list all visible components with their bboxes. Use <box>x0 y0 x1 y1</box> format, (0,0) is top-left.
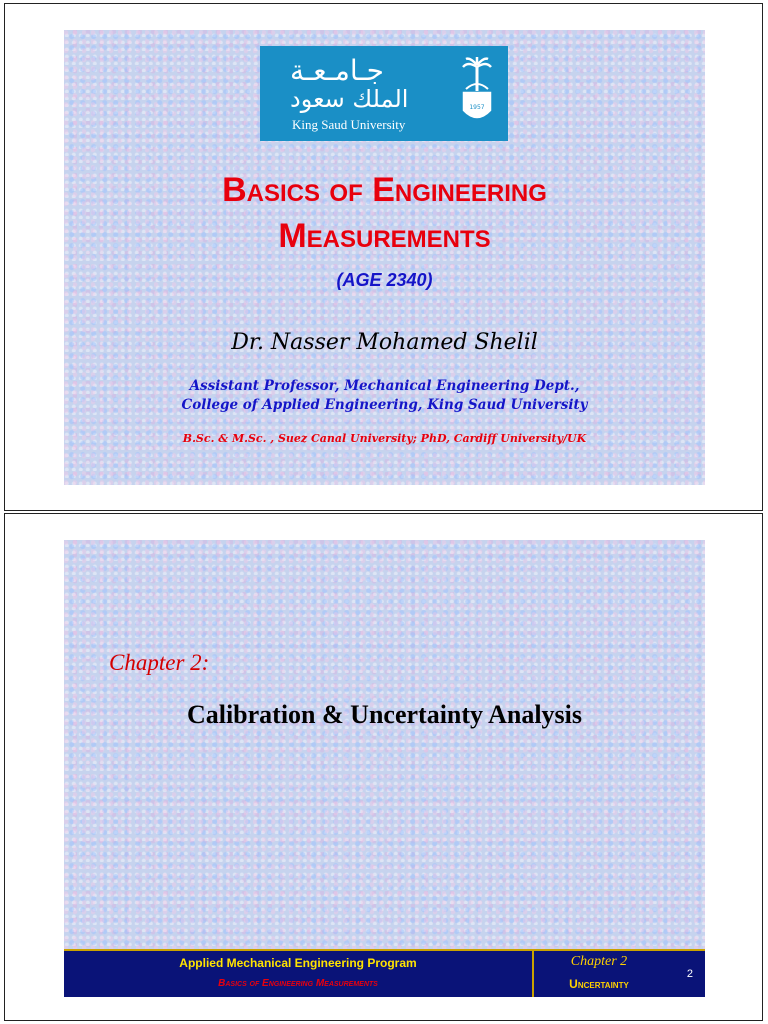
chapter-title: Calibration & Uncertainty Analysis <box>186 700 583 729</box>
affiliation-line1: Assistant Professor, Mechanical Engineering Dept., <box>189 378 580 394</box>
slide-page-1 <box>4 3 763 511</box>
chapter-slide <box>64 540 705 995</box>
footer-topic: Uncertainty <box>569 977 629 991</box>
footer-program-block <box>64 951 532 997</box>
slide-title-line2: Measurements <box>278 217 491 255</box>
logo-arabic-line2: الملك سعود <box>290 85 409 113</box>
footer-course: Basics of Engineering Measurements <box>218 978 378 989</box>
affiliation-line2: College of Applied Engineering, King Saud University <box>181 397 588 413</box>
slide-footer <box>64 949 705 997</box>
slide-title-line1: Basics of Engineering <box>222 171 547 209</box>
course-code: (AGE 2340) <box>336 270 433 290</box>
footer-chapter: Chapter 2 <box>570 954 628 969</box>
emblem-year: 1957 <box>469 104 485 111</box>
title-slide <box>64 30 705 485</box>
logo-arabic-line1: جـامـعـة <box>290 54 384 87</box>
author-degrees: B.Sc. & M.Sc. , Suez Canal University; PhD, Cardiff University/UK <box>182 432 587 445</box>
page-number: 2 <box>686 968 693 980</box>
author-name: Dr. Nasser Mohamed Shelil <box>231 330 538 355</box>
university-logo <box>260 46 508 141</box>
footer-program: Applied Mechanical Engineering Program <box>179 956 417 970</box>
palm-emblem-icon <box>460 55 494 127</box>
logo-english-name: King Saud University <box>292 117 406 132</box>
chapter-label: Chapter 2: <box>109 650 210 675</box>
slide-page-2 <box>4 513 763 1021</box>
